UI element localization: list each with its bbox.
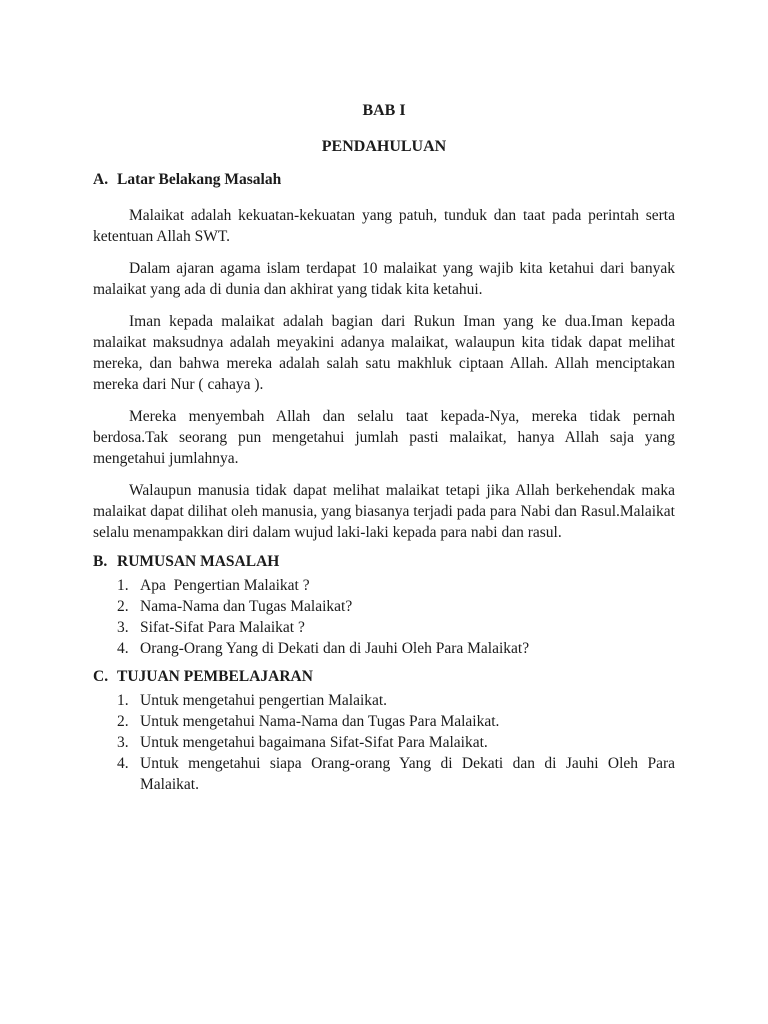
list-item-text: Untuk mengetahui siapa Orang-orang Yang di Dekati dan di Jauhi Oleh Para Malaikat. (140, 755, 679, 793)
list-item-number: 1. (117, 577, 129, 594)
section-a-label: A. (93, 171, 109, 188)
list-item-number: 3. (117, 619, 129, 636)
list-item (117, 638, 675, 659)
list-item-text: Untuk mengetahui Nama-Nama dan Tugas Para Malaikat. (140, 713, 500, 730)
section-c-list (117, 690, 679, 795)
list-item-number: 2. (117, 598, 129, 615)
list-item-text: Nama-Nama dan Tugas Malaikat? (140, 598, 353, 615)
list-item (117, 617, 675, 638)
section-c-heading (93, 669, 675, 685)
paragraph-2: Dalam ajaran agama islam terdapat 10 malaikat yang wajib kita ketahui dari banyak malaikat yang ada di dunia dan akhirat yang tidak kita ketahui. (93, 260, 675, 298)
section-a-title: Latar Belakang Masalah (117, 171, 282, 188)
list-item-text: Orang-Orang Yang di Dekati dan di Jauhi Oleh Para Malaikat? (140, 640, 530, 657)
list-item-number: 4. (117, 755, 129, 772)
chapter-subtitle: PENDAHULUAN (321, 138, 447, 155)
list-item-text: Untuk mengetahui pengertian Malaikat. (140, 692, 388, 709)
list-item (117, 575, 675, 596)
list-item-text: Apa Pengertian Malaikat ? (140, 577, 310, 594)
section-a-heading (93, 172, 675, 188)
section-c-label: C. (93, 668, 109, 685)
list-item (117, 711, 675, 732)
list-item (117, 690, 675, 711)
section-c-title: TUJUAN PEMBELAJARAN (117, 668, 313, 685)
section-b-title: RUMUSAN MASALAH (117, 553, 280, 570)
list-item-text: Untuk mengetahui bagaimana Sifat-Sifat Para Malaikat. (140, 734, 488, 751)
list-item-number: 3. (117, 734, 129, 751)
list-item-number: 4. (117, 640, 129, 657)
list-item-number: 2. (117, 713, 129, 730)
list-item-number: 1. (117, 692, 129, 709)
paragraph-3: Iman kepada malaikat adalah bagian dari Rukun Iman yang ke dua.Iman kepada malaikat maksudnya adalah meyakini adanya malaikat, walaupun kita tidak dapat melihat mereka, dan bahwa mereka adalah salah satu makhluk ciptaan Allah. Allah menciptakan mereka dari Nur ( cahaya ). (93, 313, 675, 393)
paragraph-1: Malaikat adalah kekuatan-kekuatan yang patuh, tunduk dan taat pada perintah serta ketentuan Allah SWT. (93, 207, 675, 245)
list-item (117, 596, 675, 617)
paragraph-5: Walaupun manusia tidak dapat melihat malaikat tetapi jika Allah berkehendak maka malaikat dapat dilihat oleh manusia, yang biasanya terjadi pada para Nabi dan Rasul.Malaikat selalu menampakkan diri dalam wujud laki-laki kepada para nabi dan rasul. (93, 482, 675, 541)
section-b-label: B. (93, 553, 108, 570)
section-b-list (117, 575, 675, 659)
list-item-text: Sifat-Sifat Para Malaikat ? (140, 619, 305, 636)
list-item (117, 753, 679, 795)
list-item (117, 732, 675, 753)
paragraph-4: Mereka menyembah Allah dan selalu taat kepada-Nya, mereka tidak pernah berdosa.Tak seorang pun mengetahui jumlah pasti malaikat, hanya Allah saja yang mengetahui jumlahnya. (93, 408, 675, 467)
section-b-heading (93, 554, 675, 570)
chapter-title: BAB I (362, 102, 406, 119)
